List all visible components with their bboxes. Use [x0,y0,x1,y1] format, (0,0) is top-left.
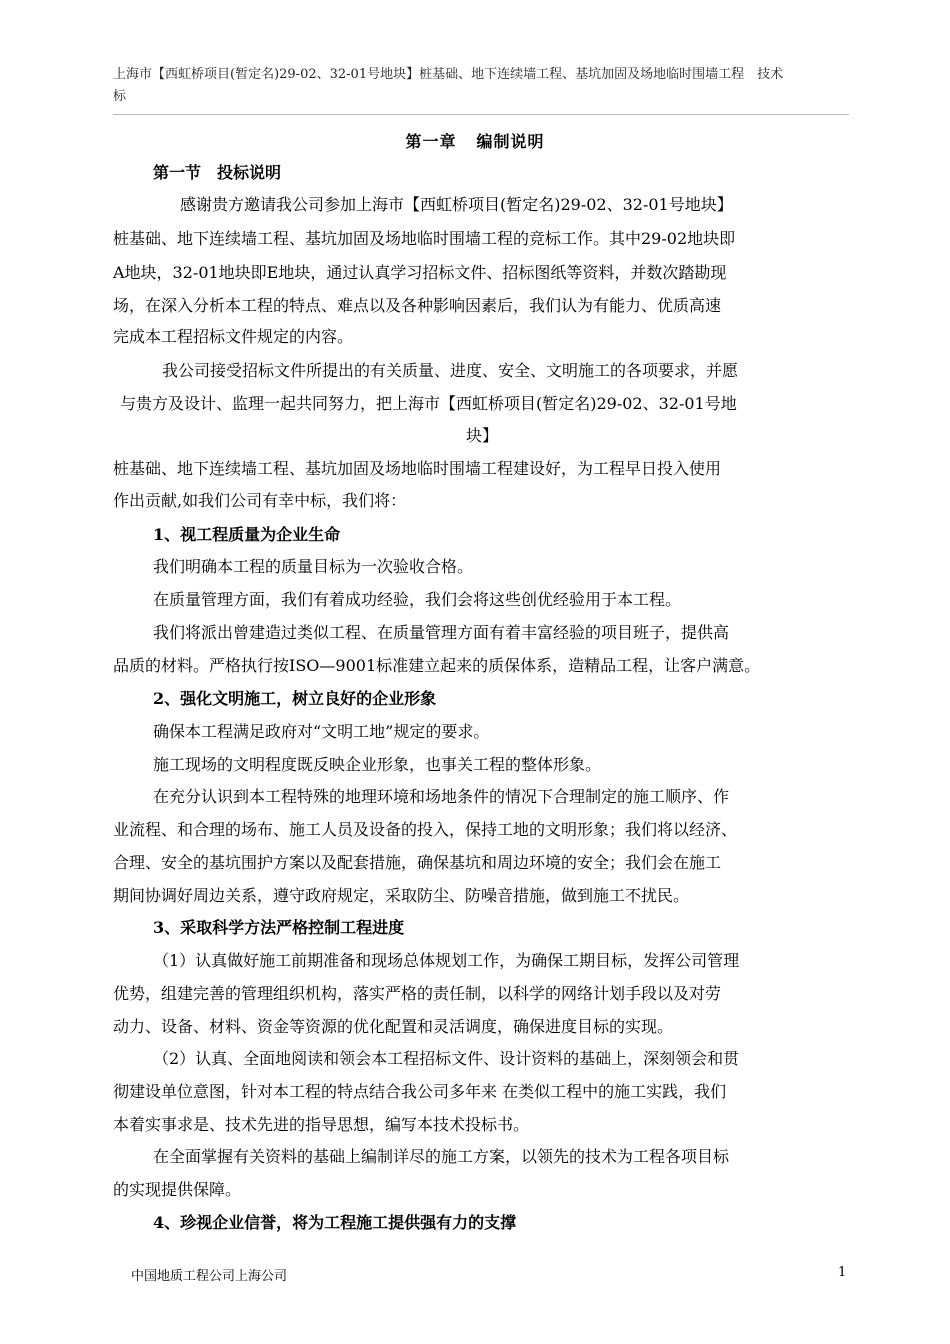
paragraph-line: 确保本工程满足政府对“文明工地”规定的要求。 [153,722,490,741]
paragraph-line: 在质量管理方面，我们有着成功经验，我们会将这些创优经验用于本工程。 [153,590,682,609]
paragraph-line: （2）认真、全面地阅读和领会本工程招标文件、设计资料的基础上，深刻领会和贯 [153,1049,740,1068]
paragraph-line: A地块，32-01地块即E地块，通过认真学习招标文件、招标图纸等资料，并数次踏勘现 [113,263,727,282]
paragraph-line: 完成本工程招标文件规定的内容。 [113,327,354,346]
paragraph-line: 我们明确本工程的质量目标为一次验收合格。 [153,557,474,576]
paragraph-line: 优势，组建完善的管理组织机构，落实严格的责任制，以科学的网络计划手段以及对劳 [113,984,722,1003]
chapter-title [0,129,950,152]
item-heading-1: 1、视工程质量为企业生命 [153,525,341,544]
page-number: 1 [838,1265,847,1280]
section-number: 第一节 [153,163,202,182]
paragraph-line: 在充分认识到本工程特殊的地理环境和场地条件的情况下合理制定的施工顺序、作 [153,787,730,806]
section-name: 投标说明 [217,163,282,182]
paragraph-line: 桩基础、地下连续墙工程、基坑加固及场地临时围墙工程的竞标工作。其中29-02地块即 [113,229,736,248]
paragraph-line: 本着实事求是、技术先进的指导思想，编写本技术投标书。 [113,1115,530,1134]
paragraph-line: 我们将派出曾建造过类似工程、在质量管理方面有着丰富经验的项目班子，提供高 [153,623,730,642]
item-heading-2: 2、强化文明施工，树立良好的企业形象 [153,689,437,708]
paragraph-line: 桩基础、地下连续墙工程、基坑加固及场地临时围墙工程建设好，为工程早日投入使用 [113,459,722,478]
paragraph-line: 我公司接受招标文件所提出的有关质量、进度、安全、文明施工的各项要求，并愿 [162,361,739,380]
header-divider [113,114,849,115]
paragraph-line: 与贵方及设计、监理一起共同努力，把上海市【西虹桥项目(暂定名)29-02、32-01号地 [120,394,737,413]
paragraph-line: 的实现提供保障。 [113,1180,242,1199]
paragraph-line: 在全面掌握有关资料的基础上编制详尽的施工方案，以领先的技术为工程各项目标 [153,1147,730,1166]
paragraph-line: 期间协调好周边关系，遵守政府规定，采取防尘、防噪音措施，做到施工不扰民。 [113,886,690,905]
item-heading-3: 3、采取科学方法严格控制工程进度 [153,918,405,937]
paragraph-line: 业流程、和合理的场布、施工人员及设备的投入，保持工地的文明形象；我们将以经济、 [113,820,738,839]
paragraph-line: 品质的材料。严格执行按ISO—9001标准建立起来的质保体系，造精品工程，让客户满意。 [113,656,761,675]
paragraph-line: 施工现场的文明程度既反映企业形象，也事关工程的整体形象。 [153,755,602,774]
paragraph-line: 场，在深入分析本工程的特点、难点以及各种影响因素后，我们认为有能力、优质高速 [113,296,722,315]
paragraph-line: 动力、设备、材料、资金等资源的优化配置和灵活调度，确保进度目标的实现。 [113,1017,674,1036]
running-header [113,64,858,108]
chapter-number: 第一章 [405,132,457,151]
paragraph-line: 感谢贵方邀请我公司参加上海市【西虹桥项目(暂定名)29-02、32-01号地块】 [180,195,733,214]
item-heading-4: 4、珍视企业信誉，将为工程施工提供强有力的支撑 [153,1213,517,1232]
paragraph-line: 作出贡献,如我们公司有幸中标，我们将： [113,491,407,510]
section-title [153,162,281,184]
header-line-1: 上海市【西虹桥项目(暂定名)29-02、32-01号地块】桩基础、地下连续墙工程、基坑加固及场地临时围墙工程 技术 [113,67,784,82]
paragraph-line: （1）认真做好施工前期准备和现场总体规划工作，为确保工期目标，发挥公司管理 [153,951,740,970]
paragraph-line: 彻建设单位意图，针对本工程的特点结合我公司多年来 在类似工程中的施工实践，我们 [113,1082,727,1101]
footer-company: 中国地质工程公司上海公司 [131,1269,288,1284]
paragraph-line: 块】 [466,426,499,445]
chapter-name: 编制说明 [476,132,545,151]
paragraph-line: 合理、安全的基坑围护方案以及配套措施，确保基坑和周边环境的安全；我们会在施工 [113,853,722,872]
header-line-2: 标 [113,89,127,104]
